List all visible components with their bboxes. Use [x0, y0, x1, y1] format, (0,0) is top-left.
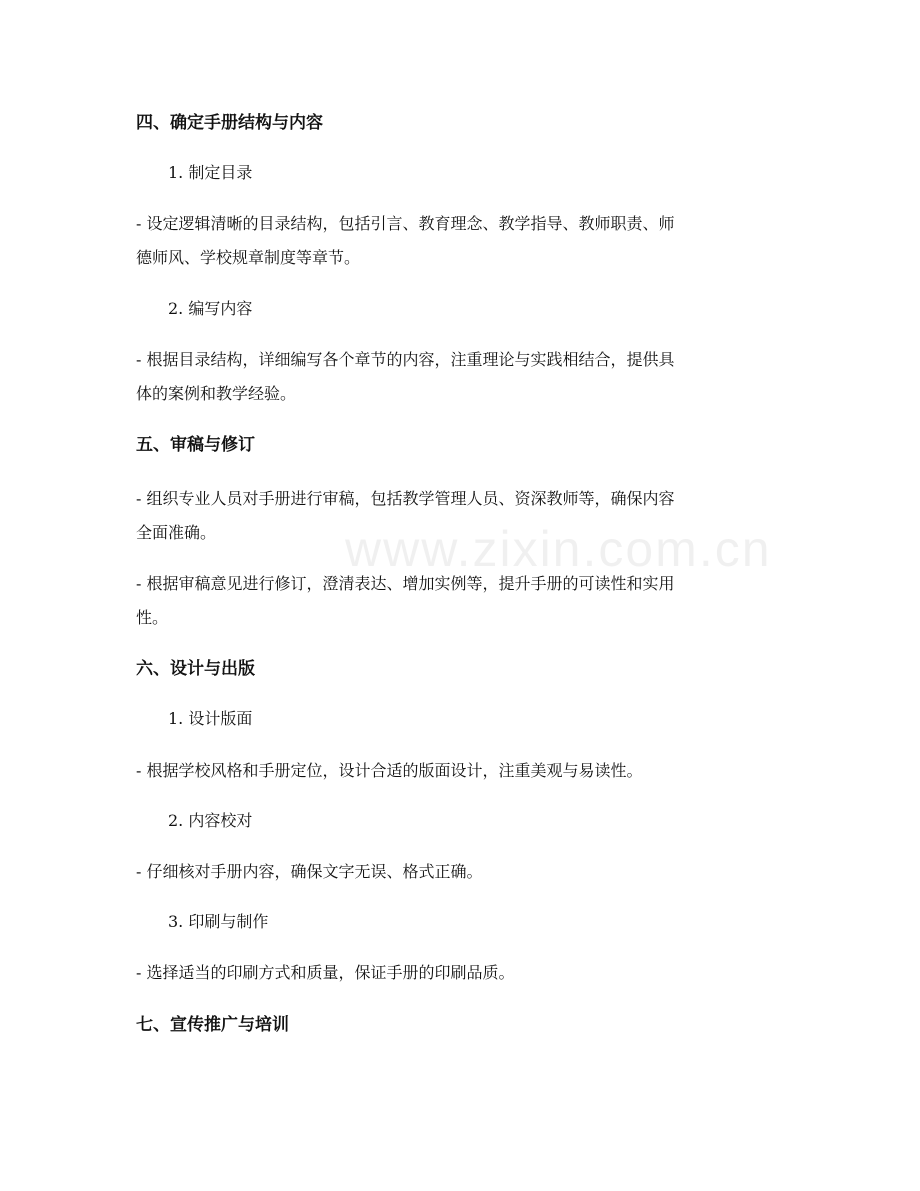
- paragraph-line: - 仔细核对手册内容，确保文字无误、格式正确。: [136, 862, 483, 881]
- watermark: www.zixin.com.cn: [345, 521, 772, 577]
- paragraph-line: - 设定逻辑清晰的目录结构，包括引言、教育理念、教学指导、教师职责、师: [136, 214, 675, 233]
- paragraph-line: - 根据目录结构，详细编写各个章节的内容，注重理论与实践相结合，提供具: [136, 350, 675, 369]
- paragraph-line: - 根据学校风格和手册定位，设计合适的版面设计，注重美观与易读性。: [136, 761, 643, 780]
- paragraph-line: 德师风、学校规章制度等章节。: [136, 248, 361, 267]
- paragraph-line: - 组织专业人员对手册进行审稿，包括教学管理人员、资深教师等，确保内容: [136, 489, 675, 508]
- item-title-toc: 1. 制定目录: [168, 163, 253, 182]
- section-heading-5: 五、审稿与修订: [136, 435, 255, 455]
- item-title-write-content: 2. 编写内容: [168, 299, 253, 318]
- item-title-proofread: 2. 内容校对: [168, 811, 253, 830]
- paragraph-line: - 选择适当的印刷方式和质量，保证手册的印刷品质。: [136, 963, 515, 982]
- item-title-layout: 1. 设计版面: [168, 709, 253, 728]
- section-heading-6: 六、设计与出版: [136, 659, 255, 679]
- item-title-printing: 3. 印刷与制作: [168, 912, 269, 931]
- paragraph-line: 性。: [136, 608, 169, 627]
- paragraph-line: 体的案例和教学经验。: [136, 384, 297, 403]
- section-heading-4: 四、确定手册结构与内容: [136, 113, 323, 133]
- section-heading-7: 七、宣传推广与培训: [136, 1015, 289, 1035]
- paragraph-line: 全面准确。: [136, 523, 217, 542]
- paragraph-line: - 根据审稿意见进行修订，澄清表达、增加实例等，提升手册的可读性和实用: [136, 574, 675, 593]
